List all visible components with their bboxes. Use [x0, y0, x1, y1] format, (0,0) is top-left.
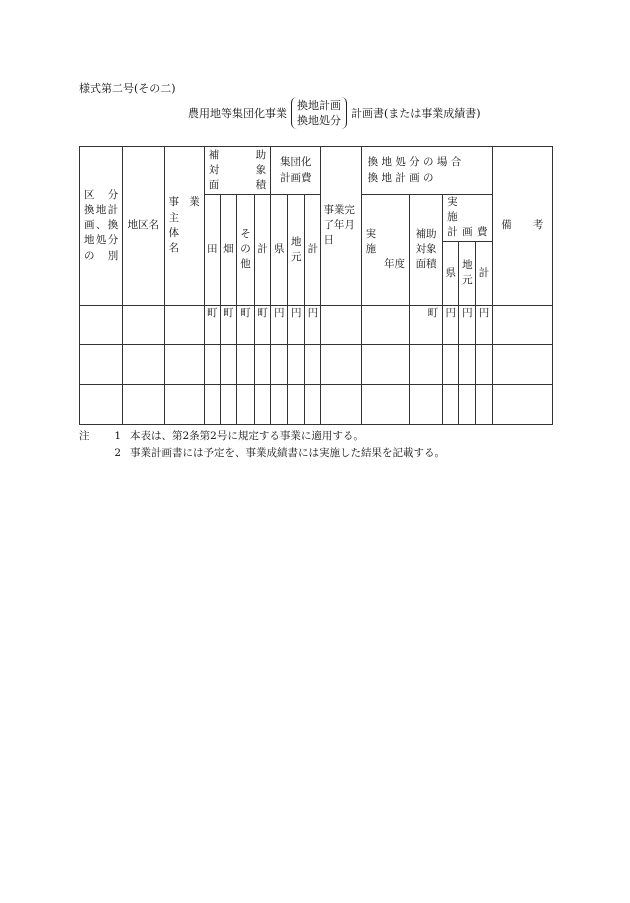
header-entity: 事業主 体 名 [164, 147, 204, 306]
header-impl-total: 計 [476, 241, 492, 305]
header-subsidy-area-2: 補助 対象 面積 [409, 195, 442, 306]
title-option-2: 換地処分 [297, 114, 341, 127]
plan-table [79, 146, 553, 425]
form-id: 様式第二号(その二) [79, 82, 176, 95]
title-suffix: 計画書(または事業成績書) [351, 107, 481, 120]
header-remarks: 備 考 [492, 147, 552, 306]
table-row [80, 344, 553, 384]
table-row [80, 384, 553, 424]
header-completion-date: 事業完 了年月 日 [321, 147, 361, 306]
header-paddy: 田 [204, 195, 220, 306]
header-impl-cost: 実 施 計 画 費 [443, 195, 492, 242]
header-district: 地区名 [123, 147, 164, 306]
table-row: 町 町 町 町 円 円 円 町 円 円 円 [80, 305, 553, 344]
note-item: 2 事業計画書には予定を、事業成績書には実施した結果を記載する。 [114, 447, 445, 459]
notes-label: 注 [79, 430, 90, 442]
notes [79, 428, 445, 462]
header-replot: 換 地 処 分 の 場 合 換 地 計 画 の [361, 147, 492, 195]
note-item: 注 1 本表は、第2条第2号に規定する事業に適用する。 [79, 428, 445, 445]
header-field: 畑 [220, 195, 236, 306]
header-local: 地 元 [288, 195, 305, 306]
header-subsidy-area: 補 助 対 象 面 積 [204, 147, 270, 195]
document-title [188, 96, 481, 130]
header-impl-year: 実 施 年度 [361, 195, 409, 306]
header-other: そ の 他 [236, 195, 254, 306]
title-option-1: 換地計画 [297, 99, 341, 112]
header-category: 区 分 換地計 画、換 地処分 の 別 [80, 147, 123, 306]
title-option-brace [291, 97, 347, 129]
header-area-total: 計 [255, 195, 271, 306]
title-prefix: 農用地等集団化事業 [188, 107, 287, 120]
header-cost-total: 計 [305, 195, 321, 306]
header-prefecture: 県 [271, 195, 288, 306]
header-local-2: 地 元 [459, 241, 476, 305]
header-group-cost: 集団化 計画費 [271, 147, 321, 195]
header-prefecture-2: 県 [443, 241, 459, 305]
